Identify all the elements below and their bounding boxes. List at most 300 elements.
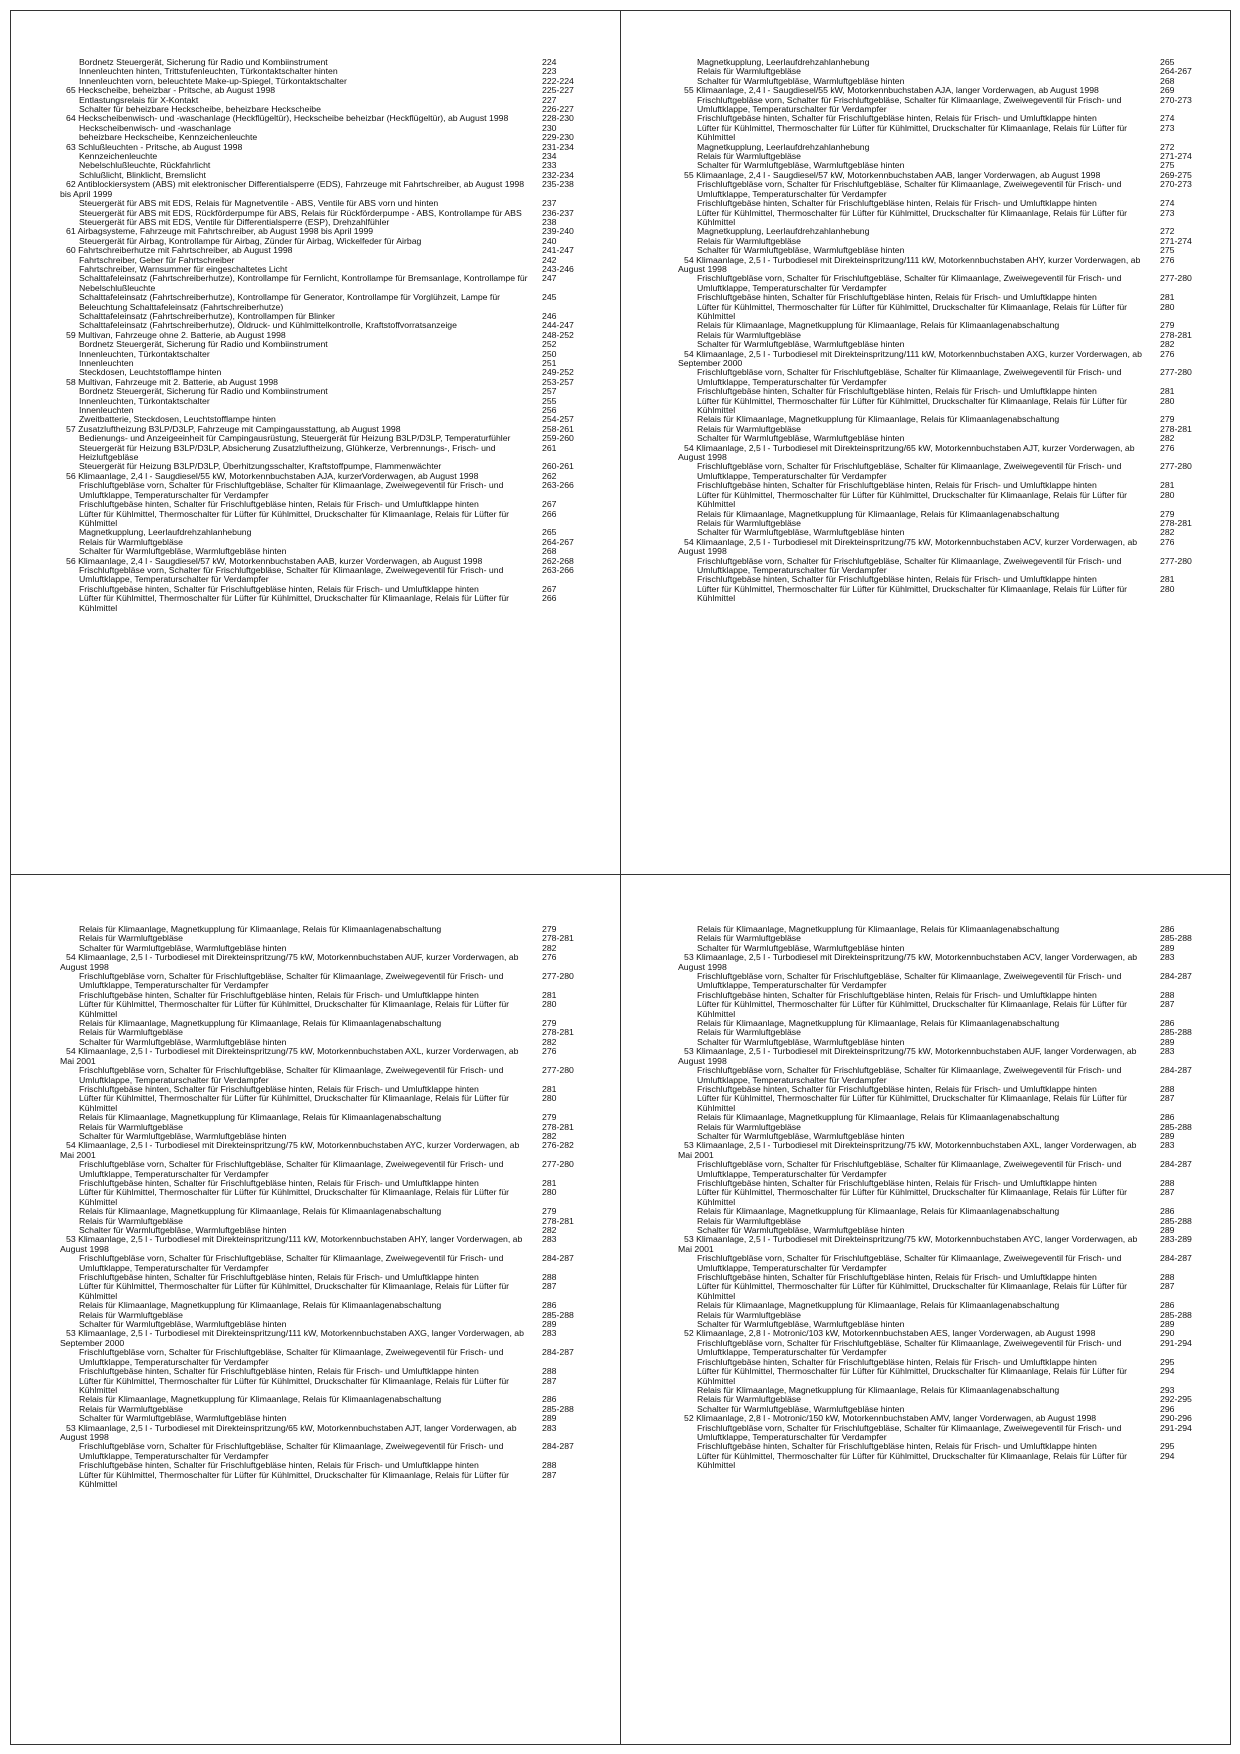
vertical-page-divider [620,10,621,1744]
entry-page-number: 288 [542,1272,557,1283]
entry-page-number: 226-227 [542,104,574,115]
entry-title: Schalter für Warmluftgebläse, Warmluftgebläse hinten [697,1403,905,1414]
entry-page-number: 288 [542,1366,557,1377]
index-sub-entry [678,1094,1198,1113]
entry-page-number: 293 [1160,1384,1175,1395]
entry-title: Relais für Klimaanlage, Magnetkupplung für Klimaanlage, Relais für Klimaanlagenabschaltung [79,924,442,934]
entry-page-number: 266 [542,508,557,519]
entry-page-number: 285-288 [542,1403,574,1414]
entry-page-number: 286 [1160,1112,1175,1123]
entry-page-number: 272 [1160,226,1175,237]
entry-title: Frischluftgebläse vorn, Schalter für Frischluftgebläse, Schalter für Klimaanlage, Zweiwegeventil für Frisch- und Umluftklappe, Temperaturschalter für Verdampfer [79,1065,504,1085]
index-sub-entry [60,444,580,463]
index-section-entry [678,1235,1198,1254]
entry-page-number: 262-268 [542,555,574,566]
entry-title: Frischluftgebäse hinten, Schalter für Frischluftgebläse hinten, Relais für Frisch- und Umluftklappe hinten [79,1177,479,1188]
entry-title: Frischluftgebäse hinten, Schalter für Frischluftgebläse hinten, Relais für Frisch- und Umluftklappe hinten [79,989,479,1000]
entry-page-number: 290 [1160,1328,1175,1339]
index-section-entry [60,1141,580,1160]
entry-title: Innenleuchten, Türkontaktschalter [79,348,210,359]
entry-title: Frischluftgebäse hinten, Schalter für Frischluftgebläse hinten, Relais für Frisch- und Umluftklappe hinten [79,499,479,510]
entry-title: Steuergerät für ABS mit EDS, Relais für Magnetventile - ABS, Ventile für ABS vorn und hinten [79,198,439,209]
entry-title: Lüfter für Kühlmittel, Thermoschalter für Lüfter für Kühlmittel, Druckschalter für Klimaanlage, Relais für Lüfter für Kühlmittel [79,1375,510,1395]
entry-title: 54 Klimaanlage, 2,5 l - Turbodiesel mit Direkteinspritzung/75 kW, Motorkennbuchstaben ACV, kurzer Vorderwagen, ab August 1998 [678,536,1138,557]
entry-title: Frischluftgebläse vorn, Schalter für Frischluftgebläse, Schalter für Klimaanlage, Zweiwegeventil für Frisch- und Umluftklappe, Temperaturschalter für Verdampfer [79,564,504,585]
entry-title: Steuergerät für ABS mit EDS, Rückförderpumpe für ABS, Relais für Rückförderpumpe - ABS, Kontrollampe für ABS [79,207,522,218]
index-section-entry [678,256,1198,275]
entry-title: Schalter für beheizbare Heckscheibe, beheizbare Heckscheibe [79,104,321,115]
entry-title: Lüfter für Kühlmittel, Thermoschalter für Lüfter für Kühlmittel, Druckschalter für Klimaanlage, Relais für Lüfter für Kühlmittel [79,508,510,528]
entry-title: Relais für Klimaanlage, Magnetkupplung für Klimaanlage, Relais für Klimaanlagenabschaltung [697,1384,1060,1395]
entry-page-number: 278-281 [542,1027,574,1038]
entry-page-number: 282 [542,942,557,953]
entry-title: Frischluftgebäse hinten, Schalter für Frischluftgebläse hinten, Relais für Frisch- und Umluftklappe hinten [697,1356,1097,1367]
entry-page-number: 289 [542,1319,557,1330]
entry-page-number: 285-288 [1160,1215,1192,1226]
entry-page-number: 250 [542,348,557,359]
entry-title: Relais für Warmluftgebläse [697,1394,801,1405]
entry-title: Innenleuchten [79,405,134,416]
index-section-entry [678,1047,1198,1066]
entry-title: Schalter für Warmluftgebläse, Warmluftgebläse hinten [697,942,905,953]
entry-title: Lüfter für Kühlmittel, Thermoschalter für Lüfter für Kühlmittel, Druckschalter für Klimaanlage, Relais für Lüfter für Kühlmittel [697,301,1128,321]
entry-title: Relais für Warmluftgebläse [79,1027,183,1038]
entry-page-number: 285-288 [542,1309,574,1320]
index-sub-entry [678,972,1198,991]
entry-title: 63 Schlußleuchten - Pritsche, ab August 1998 [66,141,243,152]
entry-page-number: 273 [1160,122,1175,133]
entry-title: Frischluftgebäse hinten, Schalter für Frischluftgebläse hinten, Relais für Frisch- und Umluftklappe hinten [79,1272,479,1283]
entry-page-number: 278-281 [542,1215,574,1226]
entry-page-number: 284-287 [1160,1065,1192,1076]
entry-page-number: 286 [1160,1300,1175,1311]
entry-title: 54 Klimaanlage, 2,5 l - Turbodiesel mit Direkteinspritzung/75 kW, Motorkennbuchstaben AUF, kurzer Vorderwagen, ab August 1998 [60,952,519,972]
entry-title: Frischluftgebläse vorn, Schalter für Frischluftgebläse, Schalter für Klimaanlage, Zweiwegeventil für Frisch- und Umluftklappe, Temperaturschalter für Verdampfer [79,1347,504,1367]
entry-title: Frischluftgebläse vorn, Schalter für Frischluftgebläse, Schalter für Klimaanlage, Zweiwegeventil für Frisch- und Umluftklappe, Temperaturschalter für Verdampfer [697,1422,1122,1442]
index-sub-entry [60,1282,580,1301]
entry-title: Nebelschlußleuchte, Rückfahrlicht [79,160,211,171]
index-section-entry [678,953,1198,972]
entry-title: Schlußlicht, Blinklicht, Bremslicht [79,169,206,180]
entry-title: Relais für Klimaanlage, Magnetkupplung für Klimaanlage, Relais für Klimaanlagenabschaltung [697,508,1060,519]
entry-title: Schalter für Warmluftgebläse, Warmluftgebläse hinten [79,1225,287,1235]
horizontal-page-divider [10,874,1230,875]
entry-page-number: 267 [542,583,557,594]
entry-page-number: 251 [542,358,557,368]
entry-title: Lüfter für Kühlmittel, Thermoschalter für Lüfter für Kühlmittel, Druckschalter für Klimaanlage, Relais für Lüfter für Kühlmittel [79,999,510,1019]
entry-page-number: 288 [1160,989,1175,1000]
entry-title: Schalttafeleinsatz (Fahrtschreiberhutze), Kontrollampen für Blinker [79,310,335,321]
entry-title: Schalter für Warmluftgebläse, Warmluftgebläse hinten [697,339,905,350]
entry-title: Frischluftgebläse vorn, Schalter für Frischluftgebläse, Schalter für Klimaanlage, Zweiwegeventil für Frisch- und Umluftklappe, Temperaturschalter für Verdampfer [697,1337,1122,1358]
index-sub-entry [60,594,580,613]
entry-title: Frischluftgebäse hinten, Schalter für Frischluftgebläse hinten, Relais für Frisch- und Umluftklappe hinten [697,1272,1097,1283]
entry-page-number: 291-294 [1160,1337,1192,1348]
entry-title: Relais für Warmluftgebläse [79,536,183,547]
entry-page-number: 276 [1160,536,1175,547]
entry-page-number: 291-294 [1160,1422,1192,1433]
entry-page-number: 294 [1160,1366,1175,1377]
entry-title: Schalter für Warmluftgebläse, Warmluftgebläse hinten [697,1225,905,1235]
entry-title: Innenleuchten, Türkontaktschalter [79,395,210,406]
entry-title: Bordnetz Steuergerät, Sicherung für Radio und Kombiinstrument [79,339,328,350]
entry-page-number: 281 [1160,574,1175,585]
entry-page-number: 283 [542,1422,557,1433]
entry-title: Relais für Warmluftgebläse [79,933,183,944]
entry-page-number: 233 [542,160,557,171]
entry-page-number: 276 [1160,348,1175,359]
index-sub-entry [678,1424,1198,1443]
entry-title: 53 Klimaanlage, 2,5 l - Turbodiesel mit Direkteinspritzung/111 kW, Motorkennbuchstaben AHY, langer Vorderwagen, ab August 1998 [60,1234,523,1254]
entry-title: Relais für Warmluftgebläse [697,329,801,340]
entry-page-number: 288 [1160,1177,1175,1188]
entry-page-number: 238 [542,216,557,227]
index-sub-entry [678,124,1198,143]
index-sub-entry [60,1094,580,1113]
entry-title: 56 Klimaanlage, 2,4 l - Saugdiesel/55 kW, Motorkennbuchstaben AJA, kurzerVorderwagen, ab August 1998 [66,470,479,481]
entry-page-number: 289 [542,1413,557,1424]
index-sub-entry [60,397,580,406]
entry-page-number: 236-237 [542,207,574,218]
index-sub-entry [60,972,580,991]
entry-page-number: 289 [1160,1319,1175,1330]
entry-page-number: 282 [1160,527,1175,538]
entry-page-number: 280 [542,1187,557,1198]
entry-page-number: 281 [1160,480,1175,491]
entry-page-number: 263-266 [542,564,574,575]
entry-page-number: 284-287 [542,1441,574,1452]
entry-page-number: 274 [1160,198,1175,209]
entry-page-number: 223 [542,66,557,77]
entry-page-number: 264-267 [542,536,574,547]
index-section-entry [678,350,1198,369]
index-sub-entry [60,1000,580,1019]
entry-title: Lüfter für Kühlmittel, Thermoschalter für Lüfter für Kühlmittel, Druckschalter für Klimaanlage, Relais für Lüfter für Kühlmittel [697,1187,1128,1207]
entry-title: Entlastungsrelais für X-Kontakt [79,94,199,105]
entry-title: Frischluftgebäse hinten, Schalter für Frischluftgebläse hinten, Relais für Frisch- und Umluftklappe hinten [79,1366,479,1377]
index-sub-entry [60,481,580,500]
entry-title: Bordnetz Steuergerät, Sicherung für Radio und Kombiinstrument [79,386,328,397]
entry-title: Relais für Warmluftgebläse [697,1027,801,1038]
entry-page-number: 241-247 [542,245,574,256]
entry-page-number: 228-230 [542,113,574,124]
entry-title: 53 Klimaanlage, 2,5 l - Turbodiesel mit Direkteinspritzung/75 kW, Motorkennbuchstaben AYC, langer Vorderwagen, ab Mai 2001 [678,1234,1138,1254]
entry-title: Frischluftgebläse vorn, Schalter für Frischluftgebläse, Schalter für Klimaanlage, Zweiwegeventil für Frisch- und Umluftklappe, Temperaturschalter für Verdampfer [697,367,1122,387]
entry-title: Magnetkupplung, Leerlaufdrehzahlanhebung [79,527,252,538]
entry-title: Relais für Klimaanlage, Magnetkupplung für Klimaanlage, Relais für Klimaanlagenabschaltung [697,924,1060,934]
entry-page-number: 276 [542,952,557,963]
entry-page-number: 237 [542,198,557,209]
index-section-entry [60,1424,580,1443]
index-sub-entry [60,1471,580,1490]
entry-title: Relais für Warmluftgebläse [697,517,801,528]
entry-title: 53 Klimaanlage, 2,5 l - Turbodiesel mit Direkteinspritzung/75 kW, Motorkennbuchstaben ACV, langer Vorderwagen, ab August 1998 [678,952,1138,972]
entry-title: Relais für Warmluftgebläse [79,1309,183,1320]
index-sub-entry [678,1188,1198,1207]
entry-title: Lüfter für Kühlmittel, Thermoschalter für Lüfter für Kühlmittel, Druckschalter für Klimaanlage, Relais für Lüfter für Kühlmittel [79,1093,510,1113]
entry-title: Relais für Warmluftgebläse [697,1215,801,1226]
entry-title: Innenleuchten hinten, Trittstufenleuchten, Türkontaktschalter hinten [79,66,338,77]
entry-title: Fahrtschreiber, Warnsummer für eingeschaltetes Licht [79,263,288,274]
entry-title: Relais für Klimaanlage, Magnetkupplung für Klimaanlage, Relais für Klimaanlagenabschaltung [79,1018,442,1029]
entry-page-number: 229-230 [542,132,574,143]
entry-title: Frischluftgebäse hinten, Schalter für Frischluftgebläse hinten, Relais für Frisch- und Umluftklappe hinten [697,1083,1097,1094]
index-sub-entry [60,510,580,529]
entry-page-number: 289 [1160,1036,1175,1047]
entry-page-number: 263-266 [542,480,574,491]
entry-page-number: 287 [1160,1187,1175,1198]
entry-page-number: 283 [542,1234,557,1245]
entry-page-number: 279 [1160,508,1175,519]
entry-page-number: 258-261 [542,423,574,434]
entry-page-number: 245 [542,292,557,303]
entry-title: Schalter für Warmluftgebläse, Warmluftgebläse hinten [79,546,287,557]
index-sub-entry [678,1254,1198,1273]
entry-title: 54 Klimaanlage, 2,5 l - Turbodiesel mit Direkteinspritzung/111 kW, Motorkennbuchstaben AHY, kurzer Vorderwagen, ab August 1998 [678,254,1141,274]
entry-page-number: 269-275 [1160,169,1192,180]
entry-page-number: 281 [542,1177,557,1188]
entry-title: Lüfter für Kühlmittel, Thermoschalter für Lüfter für Kühlmittel, Druckschalter für Klimaanlage, Relais für Lüfter für Kühlmittel [697,1366,1128,1386]
entry-title: Frischluftgebläse vorn, Schalter für Frischluftgebläse, Schalter für Klimaanlage, Zweiwegeventil für Frisch- und Umluftklappe, Temperaturschalter für Verdampfer [79,971,504,991]
entry-title: Relais für Warmluftgebläse [697,66,801,77]
entry-title: Frischluftgebäse hinten, Schalter für Frischluftgebläse hinten, Relais für Frisch- und Umluftklappe hinten [697,386,1097,397]
entry-page-number: 289 [1160,942,1175,953]
entry-title: Schalter für Warmluftgebläse, Warmluftgebläse hinten [79,1130,287,1141]
entry-title: 53 Klimaanlage, 2,5 l - Turbodiesel mit Direkteinspritzung/65 kW, Motorkennbuchstaben AJT, langer Vorderwagen, ab August 1998 [60,1422,517,1442]
entry-title: Frischluftgebäse hinten, Schalter für Frischluftgebläse hinten, Relais für Frisch- und Umluftklappe hinten [697,574,1097,585]
entry-title: Frischluftgebläse vorn, Schalter für Frischluftgebläse, Schalter für Klimaanlage, Zweiwegeventil für Frisch- und Umluftklappe, Temperaturschalter für Verdampfer [79,1159,504,1179]
entry-page-number: 294 [1160,1450,1175,1461]
entry-page-number: 287 [1160,999,1175,1010]
index-sub-entry [678,180,1198,199]
entry-title: Lüfter für Kühlmittel, Thermoschalter für Lüfter für Kühlmittel, Druckschalter für Klimaanlage, Relais für Lüfter für Kühlmittel [79,1187,510,1207]
entry-page-number: 235-238 [542,179,574,190]
entry-page-number: 283 [542,1328,557,1339]
entry-page-number: 277-280 [1160,461,1192,472]
entry-title: Frischluftgebäse hinten, Schalter für Frischluftgebläse hinten, Relais für Frisch- und Umluftklappe hinten [697,989,1097,1000]
entry-title: Lüfter für Kühlmittel, Thermoschalter für Lüfter für Kühlmittel, Druckschalter für Klimaanlage, Relais für Lüfter für Kühlmittel [697,999,1128,1019]
entry-page-number: 282 [1160,433,1175,444]
entry-page-number: 280 [542,999,557,1010]
entry-title: 58 Multivan, Fahrzeuge mit 2. Batterie, ab August 1998 [66,376,279,387]
entry-page-number: 265 [1160,57,1175,67]
entry-page-number: 224 [542,57,557,67]
entry-page-number: 232-234 [542,169,574,180]
entry-title: Fahrtschreiber, Geber für Fahrtschreiber [79,254,235,265]
entry-title: Frischluftgebäse hinten, Schalter für Frischluftgebläse hinten, Relais für Frisch- und Umluftklappe hinten [79,583,479,594]
entry-page-number: 277-280 [1160,555,1192,566]
entry-page-number: 270-273 [1160,94,1192,105]
entry-page-number: 284-287 [1160,1253,1192,1264]
entry-title: Lüfter für Kühlmittel, Thermoschalter für Lüfter für Kühlmittel, Druckschalter für Klimaanlage, Relais für Lüfter für Kühlmittel [697,489,1128,510]
entry-title: Relais für Klimaanlage, Magnetkupplung für Klimaanlage, Relais für Klimaanlagenabschaltung [79,1300,442,1311]
entry-page-number: 283 [1160,952,1175,963]
entry-title: Lüfter für Kühlmittel, Thermoschalter für Lüfter für Kühlmittel, Druckschalter für Klimaanlage, Relais für Lüfter für Kühlmittel [697,395,1128,416]
entry-page-number: 277-280 [1160,273,1192,284]
entry-title: Steuergerät für Heizung B3LP/D3LP, Überhitzungsschalter, Kraftstoffpumpe, Flammenwächter [79,461,442,472]
entry-title: Lüfter für Kühlmittel, Thermoschalter für Lüfter für Kühlmittel, Druckschalter für Klimaanlage, Relais für Lüfter für Kühlmittel [697,122,1128,143]
entry-page-number: 272 [1160,141,1175,152]
entry-title: Relais für Klimaanlage, Magnetkupplung für Klimaanlage, Relais für Klimaanlagenabschaltung [697,1300,1060,1311]
entry-title: Relais für Warmluftgebläse [697,235,801,246]
entry-title: 52 Klimaanlage, 2,8 l - Motronic/103 kW, Motorkennbuchstaben AES, langer Vorderwagen, ab August 1998 [684,1328,1096,1339]
entry-page-number: 256 [542,405,557,416]
entry-page-number: 262 [542,470,557,481]
index-sub-entry [678,1066,1198,1085]
entry-title: Frischluftgebäse hinten, Schalter für Frischluftgebläse hinten, Relais für Frisch- und Umluftklappe hinten [79,1083,479,1094]
entry-title: beheizbare Heckscheibe, Kennzeichenleuchte [79,132,258,143]
entry-title: Relais für Warmluftgebläse [697,1121,801,1132]
entry-page-number: 264-267 [1160,66,1192,77]
index-section-entry [60,1329,580,1348]
entry-page-number: 282 [542,1225,557,1235]
entry-title: Schalter für Warmluftgebläse, Warmluftgebläse hinten [697,75,905,86]
entry-page-number: 252 [542,339,557,350]
entry-page-number: 287 [542,1375,557,1386]
index-sub-entry [678,462,1198,481]
entry-page-number: 286 [1160,1018,1175,1029]
entry-title: Schalter für Warmluftgebläse, Warmluftgebläse hinten [697,1036,905,1047]
entry-title: Relais für Klimaanlage, Magnetkupplung für Klimaanlage, Relais für Klimaanlagenabschaltung [79,1206,442,1217]
entry-title: Schalter für Warmluftgebläse, Warmluftgebläse hinten [79,1413,287,1424]
entry-page-number: 284-287 [542,1347,574,1358]
entry-title: Relais für Klimaanlage, Magnetkupplung für Klimaanlage, Relais für Klimaanlagenabschaltung [79,1112,442,1123]
index-section-entry [60,180,580,199]
entry-title: 57 Zusatzluftheizung B3LP/D3LP, Fahrzeuge mit Campingausstattung, ab August 1998 [66,423,401,434]
entry-title: 53 Klimaanlage, 2,5 l - Turbodiesel mit Direkteinspritzung/75 kW, Motorkennbuchstaben AXL, langer Vorderwagen, ab Mai 2001 [678,1140,1137,1160]
index-sub-entry [678,303,1198,322]
entry-title: Relais für Klimaanlage, Magnetkupplung für Klimaanlage, Relais für Klimaanlagenabschaltung [697,1112,1060,1123]
entry-title: 55 Klimaanlage, 2,4 l - Saugdiesel/55 kW, Motorkennbuchstaben AJA, langer Vorderwagen, ab August 1998 [684,85,1099,96]
index-sub-entry [678,1339,1198,1358]
entry-page-number: 287 [542,1281,557,1292]
entry-page-number: 283 [1160,1140,1175,1151]
entry-title: Steuergerät für Airbag, Kontrollampe für Airbag, Zünder für Airbag, Wickelfeder für Airbag [79,235,422,246]
entry-page-number: 270-273 [1160,179,1192,190]
entry-page-number: 276 [542,1046,557,1057]
entry-page-number: 253-257 [542,376,574,387]
entry-title: 60 Fahrtschreiberhutze mit Fahrtschreiber, ab August 1998 [66,245,293,256]
entry-title: 56 Klimaanlage, 2,4 l - Saugdiesel/57 kW, Motorkennbuchstaben AAB, kurzer Vorderwagen, ab August 1998 [66,555,483,566]
entry-title: Steuergerät für ABS mit EDS, Ventile für Differentialsperre (ESP), Drehzahlfühler [79,216,390,227]
index-sub-entry [678,96,1198,115]
entry-page-number: 276-282 [542,1140,574,1151]
entry-page-number: 278-281 [1160,517,1192,528]
index-sub-entry [678,1367,1198,1386]
index-sub-entry [60,1348,580,1367]
entry-title: Schalter für Warmluftgebläse, Warmluftgebläse hinten [697,1319,905,1330]
entry-page-number: 225-227 [542,85,574,96]
entry-title: 65 Heckscheibe, beheizbar - Pritsche, ab August 1998 [66,85,276,96]
entry-page-number: 285-288 [1160,1121,1192,1132]
entry-page-number: 292-295 [1160,1394,1192,1405]
entry-page-number: 261 [542,442,557,453]
entry-title: Lüfter für Kühlmittel, Thermoschalter für Lüfter für Kühlmittel, Druckschalter für Klimaanlage, Relais für Lüfter für Kühlmittel [697,1281,1128,1301]
entry-page-number: 259-260 [542,433,574,444]
entry-page-number: 282 [542,1036,557,1047]
entry-title: Frischluftgebläse vorn, Schalter für Frischluftgebläse, Schalter für Klimaanlage, Zweiwegeventil für Frisch- und Umluftklappe, Temperaturschalter für Verdampfer [697,1253,1122,1273]
entry-title: Frischluftgebäse hinten, Schalter für Frischluftgebläse hinten, Relais für Frisch- und Umluftklappe hinten [697,480,1097,491]
entry-page-number: 286 [542,1300,557,1311]
index-section-entry [678,1141,1198,1160]
entry-title: Lüfter für Kühlmittel, Thermoschalter für Lüfter für Kühlmittel, Druckschalter für Klimaanlage, Relais für Lüfter für Kühlmittel [697,583,1128,604]
entry-title: Relais für Klimaanlage, Magnetkupplung für Klimaanlage, Relais für Klimaanlagenabschaltung [697,414,1060,425]
entry-title: Schalttafeleinsatz (Fahrtschreiberhutze), Öldruck- und Kühlmittelkontrolle, Kraftstoffvorratsanzeige [79,320,457,331]
entry-page-number: 242 [542,254,557,265]
index-page-bottom-left [60,925,580,1489]
entry-page-number: 268 [1160,75,1175,86]
entry-title: Frischluftgebläse vorn, Schalter für Frischluftgebläse, Schalter für Klimaanlage, Zweiwegeventil für Frisch- und Umluftklappe, Temperaturschalter für Verdampfer [79,480,504,500]
entry-page-number: 284-287 [542,1253,574,1264]
entry-title: Relais für Warmluftgebläse [79,1121,183,1132]
index-sub-entry [60,293,580,312]
entry-title: Frischluftgebläse vorn, Schalter für Frischluftgebläse, Schalter für Klimaanlage, Zweiwegeventil für Frisch- und Umluftklappe, Temperaturschalter für Verdampfer [697,971,1122,991]
index-section-entry [60,953,580,972]
index-sub-entry [60,1160,580,1179]
entry-title: 61 Airbagsysteme, Fahrzeuge mit Fahrtschreiber, ab August 1998 bis April 1999 [66,226,374,237]
index-sub-entry [678,274,1198,293]
entry-page-number: 279 [542,1112,557,1123]
entry-title: Relais für Warmluftgebläse [697,1309,801,1320]
entry-page-number: 260-261 [542,461,574,472]
index-sub-entry [60,274,580,293]
entry-page-number: 281 [1160,292,1175,303]
entry-title: Frischluftgebäse hinten, Schalter für Frischluftgebläse hinten, Relais für Frisch- und Umluftklappe hinten [697,292,1097,303]
entry-title: Frischluftgebläse vorn, Schalter für Frischluftgebläse, Schalter für Klimaanlage, Zweiwegeventil für Frisch- und Umluftklappe, Temperaturschalter für Verdampfer [697,273,1122,293]
entry-title: Lüfter für Kühlmittel, Thermoschalter für Lüfter für Kühlmittel, Druckschalter für Klimaanlage, Relais für Lüfter für Kühlmittel [697,1450,1128,1471]
entry-page-number: 286 [1160,924,1175,934]
entry-page-number: 288 [542,1460,557,1471]
entry-page-number: 282 [542,1130,557,1141]
index-section-entry [60,1047,580,1066]
entry-page-number: 249-252 [542,367,574,378]
entry-title: Schalter für Warmluftgebläse, Warmluftgebläse hinten [697,245,905,256]
entry-title: Frischluftgebäse hinten, Schalter für Frischluftgebläse hinten, Relais für Frisch- und Umluftklappe hinten [79,1460,479,1471]
entry-title: 54 Klimaanlage, 2,5 l - Turbodiesel mit Direkteinspritzung/111 kW, Motorkennbuchstaben AXG, kurzer Vorderwagen, ab September 2000 [678,348,1142,368]
entry-title: Relais für Warmluftgebläse [697,423,801,434]
entry-title: Frischluftgebäse hinten, Schalter für Frischluftgebläse hinten, Relais für Frisch- und Umluftklappe hinten [697,198,1097,209]
index-sub-entry [60,1377,580,1396]
entry-page-number: 246 [542,310,557,321]
index-section-entry [678,444,1198,463]
entry-page-number: 284-287 [1160,971,1192,982]
entry-page-number: 247 [542,273,557,284]
entry-title: 62 Antiblockiersystem (ABS) mit elektronischer Differentialsperre (EDS), Fahrzeuge mit Fahrtschreiber, ab August 1998 bis April 1999 [60,179,525,199]
entry-title: Bedienungs- und Anzeigeeinheit für Campingausrüstung, Steuergerät für Heizung B3LP/D3LP, Temperaturfühler [79,433,511,444]
entry-title: Schalter für Warmluftgebläse, Warmluftgebläse hinten [697,1130,905,1141]
entry-page-number: 279 [542,1018,557,1029]
entry-page-number: 274 [1160,113,1175,124]
entry-page-number: 280 [1160,489,1175,500]
entry-title: 53 Klimaanlage, 2,5 l - Turbodiesel mit Direkteinspritzung/75 kW, Motorkennbuchstaben AUF, langer Vorderwagen, ab August 1998 [678,1046,1137,1066]
entry-page-number: 222-224 [542,75,574,86]
index-sub-entry [678,557,1198,576]
entry-title: Frischluftgebläse vorn, Schalter für Frischluftgebläse, Schalter für Klimaanlage, Zweiwegeventil für Frisch- und Umluftklappe, Temperaturschalter für Verdampfer [697,94,1122,115]
entry-title: Relais für Warmluftgebläse [697,933,801,944]
entry-page-number: 244-247 [542,320,574,331]
entry-title: 55 Klimaanlage, 2,4 l - Saugdiesel/57 kW, Motorkennbuchstaben AAB, langer Vorderwagen, ab August 1998 [684,169,1101,180]
entry-title: Lüfter für Kühlmittel, Thermoschalter für Lüfter für Kühlmittel, Druckschalter für Klimaanlage, Relais für Lüfter für Kühlmittel [697,207,1128,227]
entry-page-number: 282 [1160,339,1175,350]
entry-title: Steuergerät für Heizung B3LP/D3LP, Absicherung Zusatzluftheizung, Glühkerze, Verbrennungs-, Frisch- und Heizluftgebläse [79,442,496,463]
entry-page-number: 240 [542,235,557,246]
entry-title: 64 Heckscheibenwisch- und -waschanlage (Heckflügeltür), Heckscheibe beheizbar (Heckflügeltür), ab August 1998 [66,113,509,124]
entry-title: 59 Multivan, Fahrzeuge ohne 2. Batterie, ab August 1998 [66,329,286,340]
entry-title: 52 Klimaanlage, 2,8 l - Motronic/150 kW, Motorkennbuchstaben AMV, langer Vorderwagen, ab August 1998 [684,1413,1097,1424]
entry-page-number: 276 [1160,442,1175,453]
entry-page-number: 269 [1160,85,1175,96]
entry-title: Kennzeichenleuchte [79,151,158,162]
